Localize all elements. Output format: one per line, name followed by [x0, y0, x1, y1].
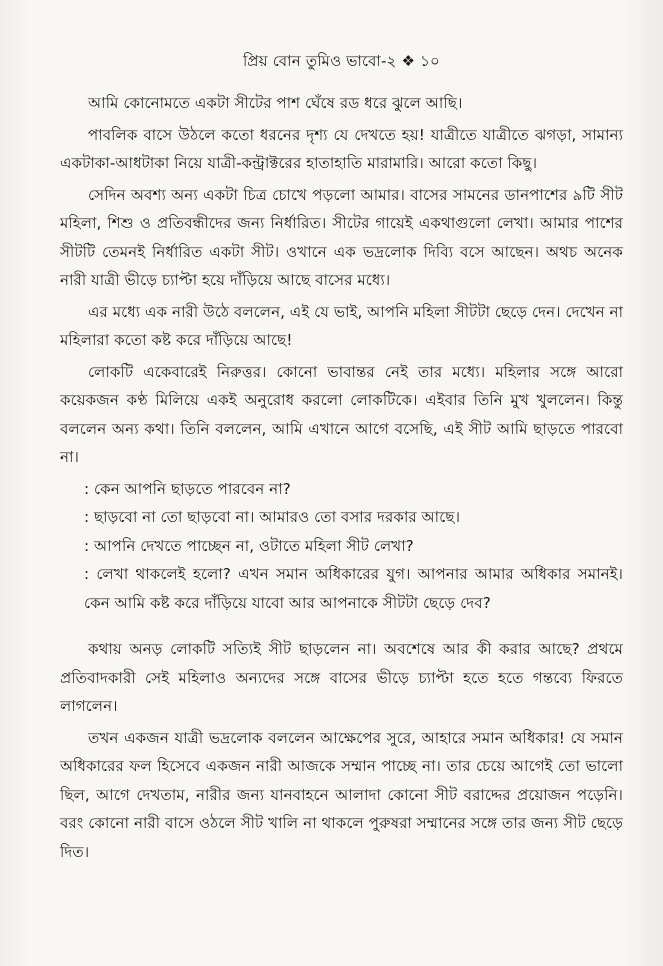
dialogue-line: : লেখা থাকলেই হলো? এখন সমান অধিকারের যুগ। আপনার আমার অধিকার সমানই। কেন আমি কষ্ট করে দাঁড়িয়ে যাবো আর আপনাকে সীটটা ছেড়ে দেব? [84, 565, 623, 612]
paragraph: কথায় অনড় লোকটি সত্যিই সীট ছাড়লেন না। অবশেষে আর কী করার আছে? প্রথমে প্রতিবাদকারী সেই মহিলাও অন্যদের সঙ্গে বাসের ভীড়ে চ্যাপ্টা হতে হতে গন্তব্যে ফিরতে লাগলেন। [60, 640, 623, 715]
dialogue-line: : আপনি দেখতে পাচ্ছেন না, ওটাতে মহিলা সীট লেখা? [84, 536, 414, 555]
dialogue-line: : কেন আপনি ছাড়তে পারবেন না? [84, 479, 291, 498]
paragraph: সেদিন অবশ্য অন্য একটা চিত্র চোখে পড়লো আমার। বাসের সামনের ডানপাশের ৯টি সীট মহিলা, শিশু ও প্রতিবন্ধীদের জন্য নির্ধারিত। সীটের গায়েই একথাগুলো লেখা। আমার পাশের সীটটি তেমনই নির্ধারিত একটা সীট। ওখানে এক ভদ্রলোক দিব্যি বসে আছেন। অথচ অনেক নারী যাত্রী ভীড়ে চ্যাপ্টা হয়ে দাঁড়িয়ে আছে বাসের মধ্যে। [60, 185, 623, 289]
running-header: প্রিয় বোন তুমিও ভাবো-২ ❖ ১০ [243, 52, 440, 70]
paragraph: তখন একজন যাত্রী ভদ্রলোক বললেন আক্ষেপের সুরে, আহারে সমান অধিকার! যে সমান অধিকারের ফল হিসেবে একজন নারী আজকে সম্মান পাচ্ছে না। তার চেয়ে আগেই তো ভালো ছিল, আগে দেখতাম, নারীর জন্য যানবাহনে আলাদা কোনো সীট বরাদ্দের প্রয়োজন পড়েনি। বরং কোনো নারী বাসে ওঠলে সীট খালি না থাকলে পুরুষরা সম্মানের সঙ্গে তার জন্য সীট ছেড়ে দিত। [60, 728, 623, 861]
paragraph: এর মধ্যে এক নারী উঠে বললেন, এই যে ভাই, আপনি মহিলা সীটটা ছেড়ে দেন। দেখেন না মহিলারা কতো কষ্ট করে দাঁড়িয়ে আছে! [60, 302, 624, 349]
paragraph: পাবলিক বাসে উঠলে কতো ধরনের দৃশ্য যে দেখতে হয়! যাত্রীতে যাত্রীতে ঝগড়া, সামান্য একটাকা-আধটাকা নিয়ে যাত্রী-কন্ট্রাক্টরের হাতাহাতি মারামারি। আরো কতো কিছু। [60, 125, 623, 172]
dialogue-line: : ছাড়বো না তো ছাড়বো না। আমারও তো বসার দরকার আছে। [84, 508, 461, 526]
paragraph: লোকটি একেবারেই নিরুত্তর। কোনো ভাবান্তর নেই তার মধ্যে। মহিলার সঙ্গে আরো কয়েকজন কণ্ঠ মিলিয়ে একই অনুরোধ করলো লোকটিকে। এইবার তিনি মুখ খুললেন। কিন্তু বললেন অন্য কথা। তিনি বললেন, আমি এখানে আগে বসেছি, এই সীট আমি ছাড়তে পারবো না। [60, 362, 623, 466]
paragraph: আমি কোনোমতে একটা সীটের পাশ ঘেঁষে রড ধরে ঝুলে আছি। [88, 94, 463, 112]
